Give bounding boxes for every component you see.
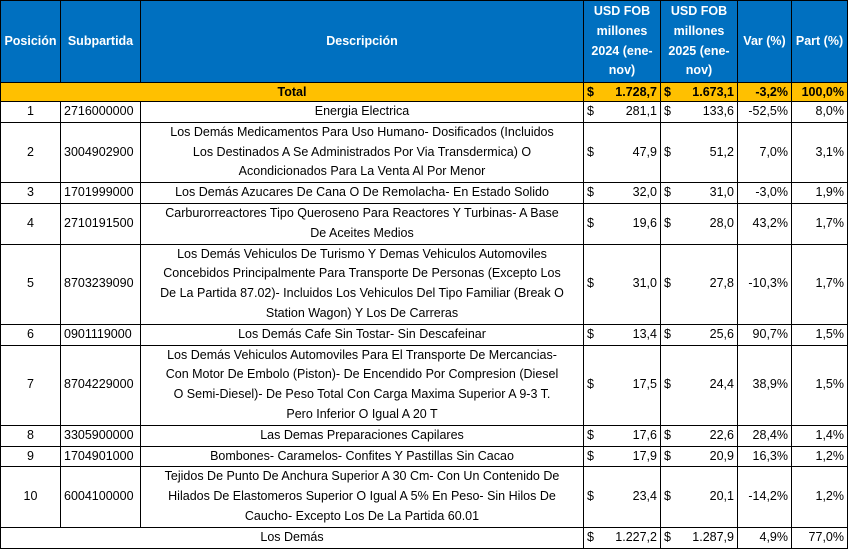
currency-symbol: $ bbox=[584, 203, 602, 244]
row-part: 1,7% bbox=[792, 203, 848, 244]
row-part: 1,5% bbox=[792, 324, 848, 345]
row-usd-2024: 17,9 bbox=[602, 446, 661, 467]
currency-symbol: $ bbox=[661, 203, 679, 244]
row-part: 1,2% bbox=[792, 467, 848, 527]
table-row bbox=[1, 467, 848, 527]
row-usd-2025: 27,8 bbox=[679, 244, 738, 324]
row-var: 7,0% bbox=[738, 122, 792, 182]
row-descripcion bbox=[141, 102, 584, 123]
total-usd-2024: 1.728,7 bbox=[602, 83, 661, 102]
currency-symbol: $ bbox=[584, 183, 602, 204]
description-line: Con Motor De Embolo (Piston)- De Encendido Por Compresion (Diesel bbox=[165, 367, 559, 382]
table-row bbox=[1, 183, 848, 204]
row-usd-2024: 17,5 bbox=[602, 345, 661, 425]
others-usd-2025: 1.287,9 bbox=[679, 527, 738, 548]
others-label: Los Demás bbox=[1, 527, 584, 548]
total-row bbox=[1, 83, 848, 102]
currency-symbol: $ bbox=[661, 83, 679, 102]
table-row bbox=[1, 244, 848, 324]
description-line: Concebidos Principalmente Para Transporte De Personas (Excepto Los bbox=[163, 266, 561, 281]
row-usd-2025: 51,2 bbox=[679, 122, 738, 182]
currency-symbol: $ bbox=[584, 527, 602, 548]
description-line: De Aceites Medios bbox=[310, 225, 414, 240]
row-var: -52,5% bbox=[738, 102, 792, 123]
row-usd-2024: 23,4 bbox=[602, 467, 661, 527]
description-line: De La Partida 87.02)- Incluidos Los Vehiculos Del Tipo Familiar (Break O bbox=[160, 286, 564, 301]
row-usd-2025: 31,0 bbox=[679, 183, 738, 204]
row-subpartida: 3004902900 bbox=[61, 122, 141, 182]
row-var: 43,2% bbox=[738, 203, 792, 244]
row-descripcion bbox=[141, 467, 584, 527]
row-var: -14,2% bbox=[738, 467, 792, 527]
header-usd-2025: USD FOB millones 2025 (ene- nov) bbox=[661, 1, 738, 83]
row-usd-2024: 281,1 bbox=[602, 102, 661, 123]
row-usd-2025: 20,1 bbox=[679, 467, 738, 527]
description-line: Bombones- Caramelos- Confites Y Pastillas Sin Cacao bbox=[210, 448, 514, 463]
currency-symbol: $ bbox=[584, 122, 602, 182]
row-posicion: 10 bbox=[1, 467, 61, 527]
header-var: Var (%) bbox=[738, 1, 792, 83]
row-var: 38,9% bbox=[738, 345, 792, 425]
row-subpartida: 2716000000 bbox=[61, 102, 141, 123]
row-usd-2025: 20,9 bbox=[679, 446, 738, 467]
description-line: Energia Electrica bbox=[314, 104, 410, 118]
row-part: 8,0% bbox=[792, 102, 848, 123]
row-subpartida: 3305900000 bbox=[61, 425, 141, 446]
row-usd-2024: 32,0 bbox=[602, 183, 661, 204]
row-part: 1,7% bbox=[792, 244, 848, 324]
currency-symbol: $ bbox=[584, 446, 602, 467]
row-subpartida: 8704229000 bbox=[61, 345, 141, 425]
row-usd-2025: 133,6 bbox=[679, 102, 738, 123]
row-var: -10,3% bbox=[738, 244, 792, 324]
row-usd-2024: 31,0 bbox=[602, 244, 661, 324]
table-row bbox=[1, 425, 848, 446]
row-usd-2025: 22,6 bbox=[679, 425, 738, 446]
description-line: Hilados De Elastomeros Superior O Igual A 5% En Peso- Sin Hilos De bbox=[168, 489, 556, 504]
description-line: Station Wagon) Y Los De Carreras bbox=[265, 305, 459, 320]
description-line: Los Demás Vehiculos Automoviles Para El Transporte De Mercancias- bbox=[167, 347, 557, 362]
row-var: 90,7% bbox=[738, 324, 792, 345]
table-row bbox=[1, 345, 848, 425]
row-part: 1,2% bbox=[792, 446, 848, 467]
row-var: 28,4% bbox=[738, 425, 792, 446]
currency-symbol: $ bbox=[661, 122, 679, 182]
header-usd-2024: USD FOB millones 2024 (ene- nov) bbox=[584, 1, 661, 83]
description-line: Carburorreactores Tipo Queroseno Para Reactores Y Turbinas- A Base bbox=[165, 205, 559, 220]
row-descripcion bbox=[141, 425, 584, 446]
currency-symbol: $ bbox=[584, 345, 602, 425]
row-descripcion bbox=[141, 345, 584, 425]
currency-symbol: $ bbox=[661, 527, 679, 548]
others-usd-2024: 1.227,2 bbox=[602, 527, 661, 548]
total-part: 100,0% bbox=[792, 83, 848, 102]
currency-symbol: $ bbox=[584, 102, 602, 123]
row-posicion: 1 bbox=[1, 102, 61, 123]
row-posicion: 3 bbox=[1, 183, 61, 204]
description-line: Los Demás Cafe Sin Tostar- Sin Descafeinar bbox=[238, 326, 486, 341]
currency-symbol: $ bbox=[584, 83, 602, 102]
currency-symbol: $ bbox=[584, 324, 602, 345]
table-row bbox=[1, 446, 848, 467]
row-usd-2025: 28,0 bbox=[679, 203, 738, 244]
row-usd-2025: 25,6 bbox=[679, 324, 738, 345]
header-part: Part (%) bbox=[792, 1, 848, 83]
row-subpartida: 6004100000 bbox=[61, 467, 141, 527]
currency-symbol: $ bbox=[661, 345, 679, 425]
description-line: Los Destinados A Se Administrados Por Via Transdermica) O bbox=[192, 144, 532, 159]
others-part: 77,0% bbox=[792, 527, 848, 548]
row-posicion: 9 bbox=[1, 446, 61, 467]
currency-symbol: $ bbox=[661, 102, 679, 123]
header-row bbox=[1, 1, 848, 83]
currency-symbol: $ bbox=[584, 467, 602, 527]
row-part: 1,4% bbox=[792, 425, 848, 446]
row-posicion: 5 bbox=[1, 244, 61, 324]
row-descripcion bbox=[141, 183, 584, 204]
row-subpartida: 2710191500 bbox=[61, 203, 141, 244]
description-line: Los Demás Vehiculos De Turismo Y Demas Vehiculos Automoviles bbox=[177, 246, 547, 261]
row-part: 1,5% bbox=[792, 345, 848, 425]
row-posicion: 7 bbox=[1, 345, 61, 425]
row-var: 16,3% bbox=[738, 446, 792, 467]
currency-symbol: $ bbox=[661, 183, 679, 204]
row-usd-2024: 13,4 bbox=[602, 324, 661, 345]
row-usd-2025: 24,4 bbox=[679, 345, 738, 425]
row-part: 3,1% bbox=[792, 122, 848, 182]
description-line: Caucho- Excepto Los De La Partida 60.01 bbox=[244, 508, 480, 523]
row-descripcion bbox=[141, 244, 584, 324]
table-row bbox=[1, 203, 848, 244]
table-row bbox=[1, 122, 848, 182]
row-usd-2024: 17,6 bbox=[602, 425, 661, 446]
row-posicion: 8 bbox=[1, 425, 61, 446]
row-posicion: 4 bbox=[1, 203, 61, 244]
row-descripcion bbox=[141, 446, 584, 467]
header-descripcion: Descripción bbox=[141, 1, 584, 83]
currency-symbol: $ bbox=[661, 244, 679, 324]
header-posicion: Posición bbox=[1, 1, 61, 83]
description-line: Pero Inferior O Igual A 20 T bbox=[286, 406, 438, 421]
description-line: Los Demás Azucares De Cana O De Remolacha- En Estado Solido bbox=[175, 185, 549, 200]
total-usd-2025: 1.673,1 bbox=[679, 83, 738, 102]
row-subpartida: 1701999000 bbox=[61, 183, 141, 204]
row-var: -3,0% bbox=[738, 183, 792, 204]
header-subpartida: Subpartida bbox=[61, 1, 141, 83]
row-subpartida: 0901119000 bbox=[61, 324, 141, 345]
row-descripcion bbox=[141, 122, 584, 182]
total-label: Total bbox=[1, 83, 584, 102]
description-line: Las Demas Preparaciones Capilares bbox=[260, 427, 464, 442]
row-usd-2024: 19,6 bbox=[602, 203, 661, 244]
description-line: Tejidos De Punto De Anchura Superior A 30 Cm- Con Un Contenido De bbox=[164, 469, 560, 484]
total-var: -3,2% bbox=[738, 83, 792, 102]
row-posicion: 2 bbox=[1, 122, 61, 182]
row-subpartida: 1704901000 bbox=[61, 446, 141, 467]
currency-symbol: $ bbox=[661, 446, 679, 467]
currency-symbol: $ bbox=[584, 425, 602, 446]
description-line: O Semi-Diesel)- De Peso Total Con Carga Maxima Superior A 9-3 T. bbox=[173, 387, 551, 402]
row-descripcion bbox=[141, 203, 584, 244]
currency-symbol: $ bbox=[584, 244, 602, 324]
table-row bbox=[1, 102, 848, 123]
table-row bbox=[1, 324, 848, 345]
currency-symbol: $ bbox=[661, 324, 679, 345]
row-subpartida: 8703239090 bbox=[61, 244, 141, 324]
currency-symbol: $ bbox=[661, 467, 679, 527]
others-var: 4,9% bbox=[738, 527, 792, 548]
row-part: 1,9% bbox=[792, 183, 848, 204]
row-posicion: 6 bbox=[1, 324, 61, 345]
description-line: Los Demás Medicamentos Para Uso Humano- Dosificados (Incluidos bbox=[170, 124, 554, 139]
description-line: Acondicionados Para La Venta Al Por Menor bbox=[238, 164, 486, 179]
row-descripcion bbox=[141, 324, 584, 345]
currency-symbol: $ bbox=[661, 425, 679, 446]
row-usd-2024: 47,9 bbox=[602, 122, 661, 182]
